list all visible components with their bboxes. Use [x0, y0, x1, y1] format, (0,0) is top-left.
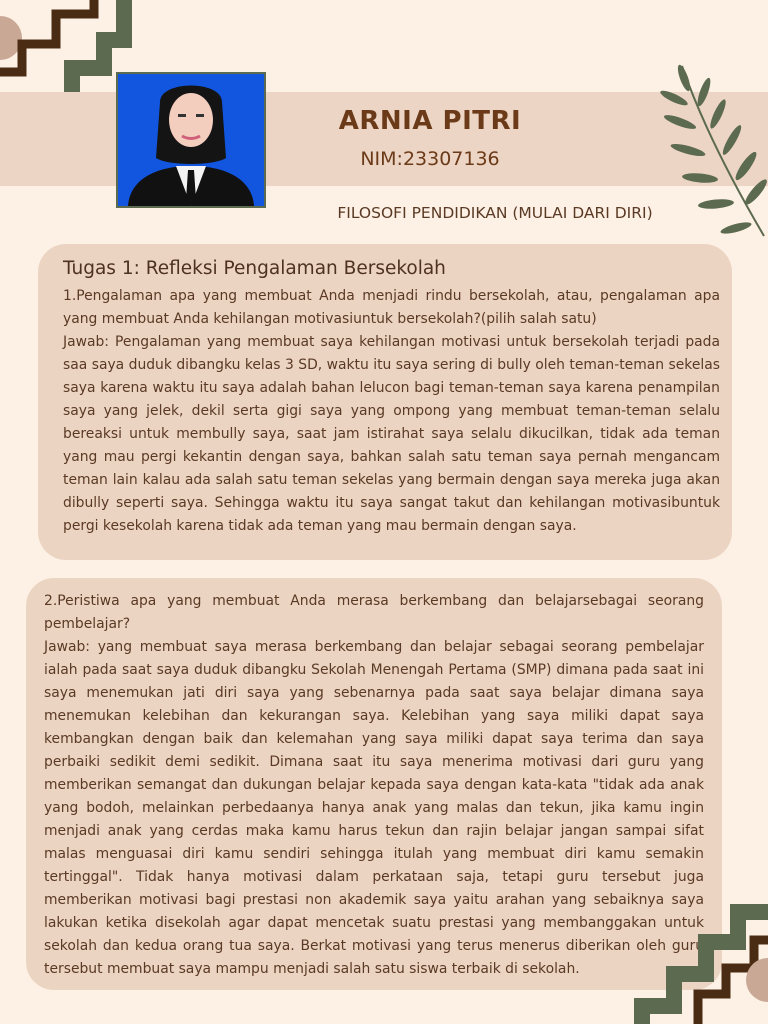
answer-1: Jawab: Pengalaman yang membuat saya kehilangan motivasi untuk bersekolah terjadi pada saa saya duduk dibangku kelas 3 SD, waktu itu saya sering di bully oleh teman-teman sekelas saya karena waktu itu saya adalah bahan lelucon bagi teman-teman saya karena penampilan saya yang jelek, dekil serta gigi saya yang ompong yang membuat teman-teman selalu bereaksi untuk membully saya, saat jam istirahat saya selalu dikucilkan, tidak ada teman yang mau pergi kekantin dengan saya, bahkan salah satu teman saya pernah mengancam teman lain kalau ada salah satu teman sekelas yang bermain dengan saya mereka juga akan dibully seperti saya. Sehingga waktu itu saya sangat takut dan kehilangan motivasibuntuk pergi kesekolah karena tidak ada teman yang mau bermain dengan saya.	[63, 334, 720, 534]
reflection-card-2	[26, 578, 722, 990]
question-1: 1.Pengalaman apa yang membuat Anda menjadi rindu bersekolah, atau, pengalaman apa yang membuat Anda kehilangan motivasiuntuk bersekolah?(pilih salah satu)	[63, 288, 720, 327]
question-2: 2.Peristiwa apa yang membuat Anda merasa berkembang dan belajarsebagai seorang pembelajar?	[44, 593, 704, 632]
document-subtitle: FILOSOFI PENDIDIKAN (MULAI DARI DIRI)	[337, 204, 653, 222]
answer-2: Jawab: yang membuat saya merasa berkembang dan belajar sebagai seorang pembelajar ialah pada saat saya duduk dibangku Sekolah Menengah Pertama (SMP) dimana pada saat ini saya menemukan jati diri saya yang sebenarnya pada saat saya belajar dimana saya menemukan kelebihan dan kekurangan saya. Kelebihan yang saya miliki dapat saya kembangkan dengan baik dan kelemahan yang saya miliki dapat saya terima dan saya perbaiki sedikit demi sedikit. Dimana saat itu saya menerima motivasi dari guru yang memberikan semangat dan dukungan belajar kepada saya dengan kata-kata "tidak ada anak yang bodoh, melainkan perbedaanya hanya anak yang malas dan tekun, jika kamu ingin menjadi anak yang cerdas maka kamu harus tekun dan rajin belajar jangan sampai sifat malas menguasai diri kamu sendiri sehingga itulah yang membuat diri kamu semakin tertinggal". Tidak hanya motivasi dalam perkataan saja, tetapi guru tersebut juga memberikan motivasi bagi prestasi non akademik saya yaitu arahan yang sebaiknya saya lakukan ketika disekolah agar dapat mencetak suatu prestasi yang membanggakan untuk sekolah dan kedua orang tua saya. Berkat motivasi yang terus menerus diberikan oleh guru tersebut membuat saya mampu menjadi salah satu siswa terbaik di sekolah.	[44, 639, 704, 977]
profile-photo	[116, 72, 266, 208]
reflection-card-1	[38, 244, 732, 560]
student-nim: NIM:23307136	[360, 148, 500, 170]
student-name: ARNIA PITRI	[338, 106, 522, 136]
bottom-right-stair-decoration	[620, 870, 768, 1024]
section-title: Tugas 1: Refleksi Pengalaman Bersekolah	[63, 258, 446, 279]
portrait-illustration	[118, 74, 264, 206]
